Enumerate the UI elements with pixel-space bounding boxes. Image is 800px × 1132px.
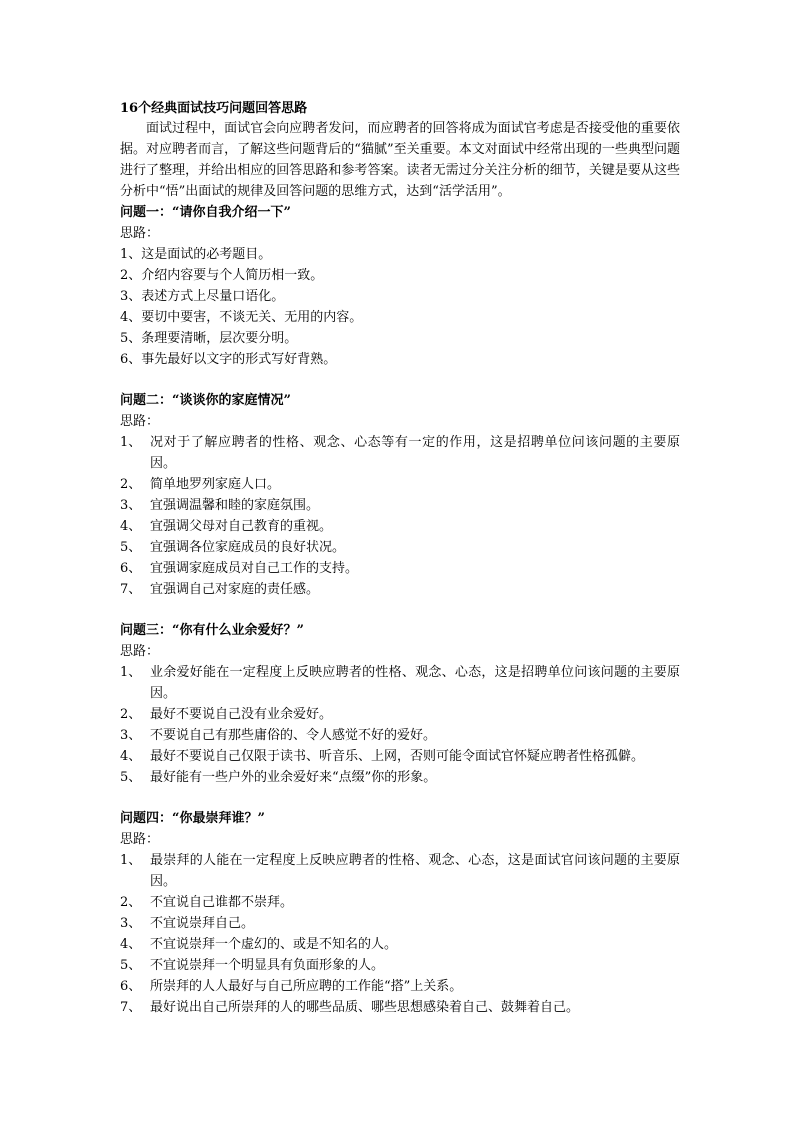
list-item xyxy=(120,767,680,788)
list-item-text: 况对于了解应聘者的性格、观念、心态等有一定的作用，这是招聘单位问该问题的主要原因。 xyxy=(150,435,680,471)
document-title: 16个经典面试技巧问题回答思路 xyxy=(120,101,308,116)
list-item-number: 2、 xyxy=(120,707,142,722)
list-item-number: 3、 xyxy=(120,289,142,304)
list-item xyxy=(120,725,680,746)
list-item-number: 4、 xyxy=(120,749,142,764)
list-item-number: 3、 xyxy=(120,498,142,513)
list-item-text: 不宜说自己谁都不崇拜。 xyxy=(150,895,294,910)
list-item xyxy=(120,746,680,767)
question-title: 问题二：“谈谈你的家庭情况” xyxy=(120,393,291,408)
list-item xyxy=(120,286,680,307)
list-item-number: 3、 xyxy=(120,916,142,931)
list-item xyxy=(120,432,680,474)
list-item xyxy=(120,913,680,934)
list-item-number: 6、 xyxy=(120,352,142,367)
question-title: 问题三：“你有什么业余爱好？” xyxy=(120,623,304,638)
list-item-number: 1、 xyxy=(120,665,142,680)
list-item-text: 最崇拜的人能在一定程度上反映应聘者的性格、观念、心态，这是面试官问该问题的主要原因。 xyxy=(150,853,680,889)
list-item-text: 不宜说崇拜一个虚幻的、或是不知名的人。 xyxy=(150,937,398,952)
list-item-text: 这是面试的必考题目。 xyxy=(141,247,272,262)
question-section xyxy=(120,620,680,788)
list-item xyxy=(120,662,680,704)
list-item xyxy=(120,474,680,495)
thinking-label: 思路： xyxy=(120,226,160,241)
list-item xyxy=(120,328,680,349)
list-item-number: 1、 xyxy=(120,435,142,450)
thinking-label: 思路： xyxy=(120,414,160,429)
list-item xyxy=(120,244,680,265)
list-item-number: 2、 xyxy=(120,895,142,910)
list-item-number: 4、 xyxy=(120,310,142,325)
list-item-text: 简单地罗列家庭人口。 xyxy=(150,477,281,492)
question-section xyxy=(120,390,680,600)
list-item xyxy=(120,537,680,558)
list-item-number: 3、 xyxy=(120,728,142,743)
list-item xyxy=(120,349,680,370)
list-item xyxy=(120,516,680,537)
question-section xyxy=(120,202,680,370)
question-title: 问题一：“请你自我介绍一下” xyxy=(120,205,291,220)
list-item-number: 4、 xyxy=(120,937,142,952)
list-item-text: 不要说自己有那些庸俗的、令人感觉不好的爱好。 xyxy=(150,728,437,743)
list-item-number: 2、 xyxy=(120,268,142,283)
list-item xyxy=(120,934,680,955)
list-item xyxy=(120,265,680,286)
list-item-text: 最好不要说自己没有业余爱好。 xyxy=(150,707,333,722)
list-item-number: 1、 xyxy=(120,247,142,262)
question-section xyxy=(120,808,680,1018)
list-item-number: 6、 xyxy=(120,561,142,576)
list-item-text: 不宜说崇拜一个明显具有负面形象的人。 xyxy=(150,958,385,973)
list-item-text: 介绍内容要与个人简历相一致。 xyxy=(141,268,324,283)
question-title: 问题四：“你最崇拜谁？” xyxy=(120,811,265,826)
list-item-text: 不宜说崇拜自己。 xyxy=(150,916,255,931)
list-item xyxy=(120,892,680,913)
list-item-text: 表述方式上尽量口语化。 xyxy=(141,289,285,304)
list-item xyxy=(120,704,680,725)
list-item-number: 7、 xyxy=(120,1000,142,1015)
list-item-number: 5、 xyxy=(120,958,142,973)
list-item xyxy=(120,307,680,328)
list-item xyxy=(120,495,680,516)
list-item xyxy=(120,997,680,1018)
list-item-text: 宜强调父母对自己教育的重视。 xyxy=(150,519,333,534)
list-item-number: 4、 xyxy=(120,519,142,534)
list-item xyxy=(120,579,680,600)
list-item xyxy=(120,558,680,579)
list-item-number: 5、 xyxy=(120,540,142,555)
thinking-label: 思路： xyxy=(120,644,160,659)
thinking-label: 思路： xyxy=(120,832,160,847)
intro-paragraph: 面试过程中，面试官会向应聘者发问，而应聘者的回答将成为面试官考虑是否接受他的重要依据。对应聘者而言，了解这些问题背后的“猫腻”至关重要。本文对面试中经常出现的一些典型问题进行了整理，并给出相应的回答思路和参考答案。读者无需过分关注分析的细节，关键是要从这些分析中“悟”出面试的规律及回答问题的思维方式，达到“活学活用”。 xyxy=(120,121,680,199)
list-item-text: 条理要清晰，层次要分明。 xyxy=(141,331,298,346)
list-item-text: 业余爱好能在一定程度上反映应聘者的性格、观念、心态，这是招聘单位问该问题的主要原因。 xyxy=(150,665,680,701)
list-item-text: 宜强调自己对家庭的责任感。 xyxy=(150,582,320,597)
list-item-number: 5、 xyxy=(120,770,142,785)
list-item-text: 最好说出自己所崇拜的人的哪些品质、哪些思想感染着自己、鼓舞着自己。 xyxy=(150,1000,580,1015)
list-item xyxy=(120,955,680,976)
list-item-text: 宜强调温馨和睦的家庭氛围。 xyxy=(150,498,320,513)
list-item-text: 宜强调家庭成员对自己工作的支持。 xyxy=(150,561,359,576)
list-item xyxy=(120,850,680,892)
list-item-text: 事先最好以文字的形式写好背熟。 xyxy=(141,352,337,367)
list-item-text: 宜强调各位家庭成员的良好状况。 xyxy=(150,540,346,555)
list-item-number: 1、 xyxy=(120,853,142,868)
list-item xyxy=(120,976,680,997)
list-item-number: 2、 xyxy=(120,477,142,492)
document-page xyxy=(120,100,680,1018)
list-item-text: 最好不要说自己仅限于读书、听音乐、上网，否则可能令面试官怀疑应聘者性格孤僻。 xyxy=(150,749,645,764)
list-item-text: 要切中要害，不谈无关、无用的内容。 xyxy=(141,310,363,325)
list-item-number: 5、 xyxy=(120,331,142,346)
list-item-text: 最好能有一些户外的业余爱好来“点缀”你的形象。 xyxy=(150,770,437,785)
list-item-number: 7、 xyxy=(120,582,142,597)
list-item-number: 6、 xyxy=(120,979,142,994)
question-sections xyxy=(120,202,680,1018)
list-item-text: 所崇拜的人人最好与自己所应聘的工作能“搭”上关系。 xyxy=(150,979,463,994)
